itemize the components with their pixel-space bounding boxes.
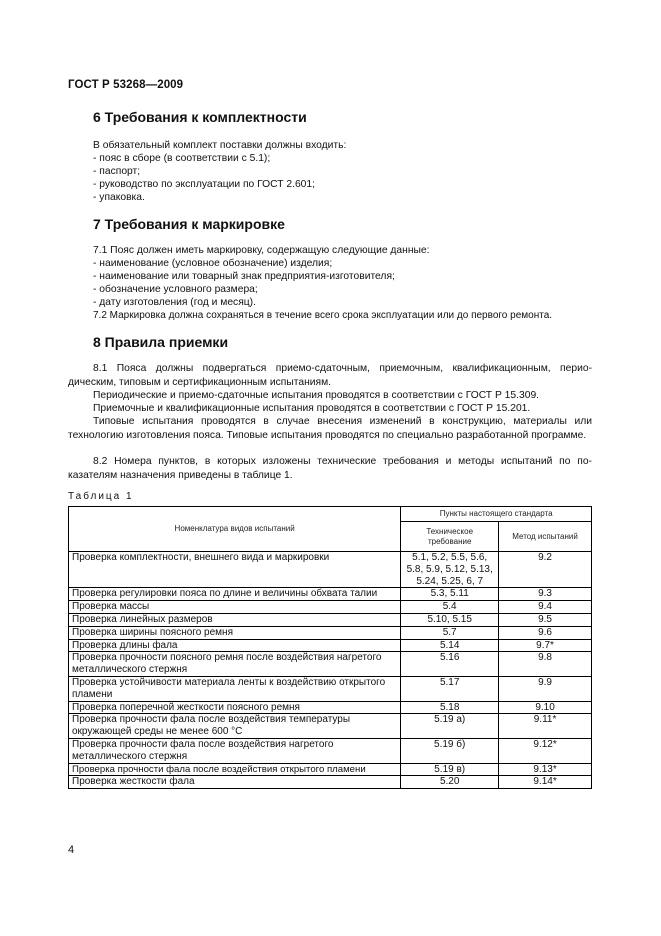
document-header: ГОСТ Р 53268—2009 [68, 79, 184, 91]
table-row [69, 639, 592, 652]
cell-method: 9.2 [499, 552, 592, 588]
cell-test-name: Проверка прочности фала после воздействия открытого пламени [69, 763, 401, 776]
cell-test-name: Проверка прочности фала после воздействия температуры окружающей среды не менее 600 °С [69, 714, 401, 739]
table-1 [68, 506, 592, 789]
section-7-line: - наименование (условное обозначение) изделия; [93, 258, 333, 269]
cell-test-name: Проверка прочности поясного ремня после воздействия нагретого металлического стержня [69, 652, 401, 677]
cell-test-name: Проверка регулировки пояса по длине и величины обхвата талии [69, 588, 401, 601]
cell-method: 9.10 [499, 701, 592, 714]
cell-test-name: Проверка комплектности, внешнего вида и маркировки [69, 552, 401, 588]
cell-requirement: 5.19 в) [401, 763, 499, 776]
cell-method: 9.13* [499, 763, 592, 776]
table-row [69, 738, 592, 763]
cell-requirement: 5.19 б) [401, 738, 499, 763]
table-row [69, 552, 592, 588]
section-6-line: - руководство по эксплуатации по ГОСТ 2.601; [93, 179, 316, 190]
table-row [69, 776, 592, 789]
section-8-paragraph: Типовые испытания проводятся в случае внесения изменений в конструкцию, материалы или технологию изготовления пояса. Типовые испытания проводятся по специально разработанной программе. [68, 416, 592, 441]
table-row [69, 701, 592, 714]
column-group-header: Пункты настоящего стандарта [401, 507, 592, 522]
section-8-paragraph: 8.1 Пояса должны подвергаться приемо-сдаточным, приемочным, квалификационным, перио-дическим, типовым и сертификационным испытаниям. [68, 363, 592, 388]
section-7-line: 7.1 Пояс должен иметь маркировку, содержащую следующие данные: [93, 245, 430, 256]
cell-test-name: Проверка массы [69, 601, 401, 614]
table-row [69, 652, 592, 677]
section-8-title: 8 Правила приемки [93, 334, 229, 350]
section-8-paragraph: Приемочные и квалификационные испытания проводятся в соответствии с ГОСТ Р 15.201. [93, 403, 531, 414]
section-8-paragraph: Периодические и приемо-сдаточные испытания проводятся в соответствии с ГОСТ Р 15.309. [93, 390, 540, 401]
cell-requirement: 5.20 [401, 776, 499, 789]
table-row [69, 588, 592, 601]
section-7-title: 7 Требования к маркировке [93, 216, 285, 232]
table-row [69, 613, 592, 626]
cell-requirement: 5.16 [401, 652, 499, 677]
section-6-line: - пояс в сборе (в соответствии с 5.1); [93, 153, 271, 164]
cell-requirement: 5.14 [401, 639, 499, 652]
section-8-paragraph: 8.2 Номера пунктов, в которых изложены технические требования и методы испытаний по по-казателям назначения приведены в таблице 1. [68, 456, 592, 481]
cell-test-name: Проверка длины фала [69, 639, 401, 652]
cell-method: 9.4 [499, 601, 592, 614]
section-6-title: 6 Требования к комплектности [93, 109, 307, 125]
column-header-requirement: Техническое требование [401, 522, 499, 552]
table-row [69, 626, 592, 639]
cell-test-name: Проверка устойчивости материала ленты к воздействию открытого пламени [69, 676, 401, 701]
table-row [69, 601, 592, 614]
cell-requirement: 5.3, 5.11 [401, 588, 499, 601]
cell-requirement: 5.1, 5.2, 5.5, 5.6, 5.8, 5.9, 5.12, 5.13, 5.24, 5.25, 6, 7 [401, 552, 499, 588]
section-7-line: - дату изготовления (год и месяц). [93, 297, 256, 308]
cell-method: 9.6 [499, 626, 592, 639]
cell-method: 9.12* [499, 738, 592, 763]
table-caption: Таблица 1 [68, 491, 134, 502]
cell-method: 9.9 [499, 676, 592, 701]
cell-requirement: 5.19 а) [401, 714, 499, 739]
cell-method: 9.5 [499, 613, 592, 626]
cell-method: 9.8 [499, 652, 592, 677]
section-7-line: - обозначение условного размера; [93, 284, 258, 295]
column-header-test-type: Номенклатура видов испытаний [69, 507, 401, 552]
section-6-line: В обязательный комплект поставки должны входить: [93, 140, 347, 151]
table-row [69, 714, 592, 739]
cell-test-name: Проверка прочности фала после воздействия нагретого металлического стержня [69, 738, 401, 763]
cell-method: 9.11* [499, 714, 592, 739]
section-6-line: - паспорт; [93, 166, 141, 177]
cell-test-name: Проверка линейных размеров [69, 613, 401, 626]
cell-method: 9.3 [499, 588, 592, 601]
section-7-line: - наименование или товарный знак предприятия-изготовителя; [93, 271, 395, 282]
section-6-line: - упаковка. [93, 192, 145, 203]
cell-method: 9.14* [499, 776, 592, 789]
cell-method: 9.7* [499, 639, 592, 652]
cell-test-name: Проверка поперечной жесткости поясного ремня [69, 701, 401, 714]
cell-requirement: 5.10, 5.15 [401, 613, 499, 626]
cell-requirement: 5.17 [401, 676, 499, 701]
cell-test-name: Проверка ширины поясного ремня [69, 626, 401, 639]
cell-requirement: 5.4 [401, 601, 499, 614]
page-number: 4 [68, 844, 75, 856]
cell-test-name: Проверка жесткости фала [69, 776, 401, 789]
table-row [69, 676, 592, 701]
section-7-line: 7.2 Маркировка должна сохраняться в течение всего срока эксплуатации или до первого ремонта. [93, 310, 553, 321]
cell-requirement: 5.7 [401, 626, 499, 639]
cell-requirement: 5.18 [401, 701, 499, 714]
table-row [69, 763, 592, 776]
column-header-method: Метод испытаний [499, 522, 592, 552]
